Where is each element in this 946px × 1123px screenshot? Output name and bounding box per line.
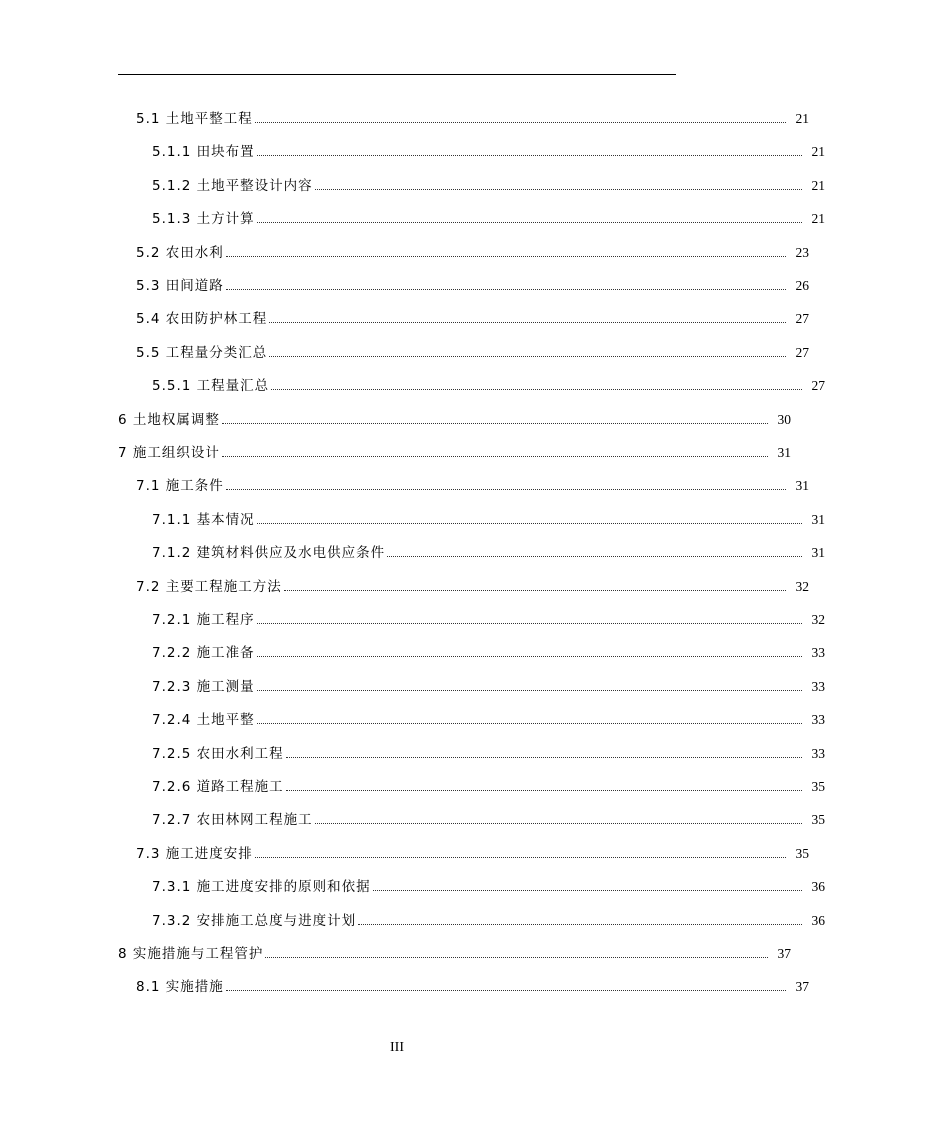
toc-dot-leader: [257, 723, 802, 724]
toc-entry-page: 31: [795, 478, 809, 494]
toc-entry-title: 5.1 土地平整工程: [136, 111, 253, 127]
toc-dot-leader: [284, 590, 786, 591]
toc-entry[interactable]: [0, 438, 912, 462]
toc-entry[interactable]: [0, 605, 946, 629]
toc-entry-page: 21: [811, 144, 825, 160]
toc-entry[interactable]: [0, 471, 930, 495]
toc-entry-page: 21: [811, 211, 825, 227]
toc-entry[interactable]: [0, 505, 946, 529]
toc-entry[interactable]: [0, 405, 912, 429]
toc-entry-title: 5.5.1 工程量汇总: [152, 378, 270, 395]
toc-entry-title: 7.1 施工条件: [136, 478, 224, 495]
toc-entry-page: 35: [795, 845, 809, 861]
toc-entry[interactable]: [0, 137, 946, 161]
toc-dot-leader: [257, 222, 802, 223]
toc-entry[interactable]: [0, 104, 930, 128]
toc-entry-page: 33: [811, 645, 825, 661]
toc-entry-page: 37: [777, 946, 791, 961]
toc-dot-leader: [257, 690, 802, 691]
toc-dot-leader: [226, 289, 786, 290]
toc-dot-leader: [315, 189, 802, 190]
toc-dot-leader: [257, 623, 802, 624]
toc-entry-title: 7.2.5 农田水利工程: [152, 745, 284, 762]
page-number: III: [390, 1040, 404, 1055]
toc-entry-page: 32: [795, 578, 809, 594]
toc-dot-leader: [269, 322, 786, 323]
toc-dot-leader: [286, 790, 802, 791]
toc-entry-title: 7 施工组织设计: [118, 445, 220, 461]
toc-entry-title: 8 实施措施与工程管护: [118, 946, 264, 962]
toc-entry-title: 7.2.2 施工准备: [152, 645, 255, 662]
toc-entry-title: 7.3.1 施工进度安排的原则和依据: [152, 879, 371, 896]
toc-entry-page: 36: [811, 912, 825, 928]
toc-entry[interactable]: [0, 739, 946, 763]
toc-entry-title: 7.3 施工进度安排: [136, 845, 253, 862]
toc-entry[interactable]: [0, 572, 930, 596]
toc-entry-page: 23: [795, 244, 809, 260]
toc-dot-leader: [315, 823, 802, 824]
toc-entry-title: 7.2.3 施工测量: [152, 678, 255, 695]
toc-dot-leader: [257, 523, 802, 524]
toc-entry-title: 6 土地权属调整: [118, 411, 220, 428]
toc-dot-leader: [387, 556, 802, 557]
toc-entry-page: 35: [811, 779, 825, 794]
toc-entry[interactable]: [0, 171, 946, 195]
toc-entry-page: 36: [811, 879, 825, 895]
toc-entry-page: 31: [811, 511, 825, 527]
toc-entry-title: 5.4 农田防护林工程: [136, 311, 268, 328]
toc-dot-leader: [222, 423, 768, 424]
toc-dot-leader: [271, 389, 802, 390]
toc-entry[interactable]: [0, 338, 930, 362]
toc-entry[interactable]: [0, 805, 946, 829]
toc-entry-title: 7.1.2 建筑材料供应及水电供应条件: [152, 545, 386, 562]
toc-entry-page: 26: [795, 278, 809, 293]
toc-entry-title: 5.5 工程量分类汇总: [136, 344, 268, 361]
toc-entry-page: 35: [811, 812, 825, 828]
toc-entry[interactable]: [0, 972, 930, 996]
toc-entry[interactable]: [0, 906, 946, 930]
toc-entry-title: 7.1.1 基本情况: [152, 511, 255, 528]
toc-entry-page: 31: [777, 445, 791, 460]
toc-entry[interactable]: [0, 705, 946, 729]
toc-dot-leader: [255, 857, 786, 858]
toc-entry[interactable]: [0, 772, 946, 796]
toc-entry-page: 33: [811, 745, 825, 761]
toc-entry-page: 37: [795, 979, 809, 995]
toc-dot-leader: [222, 456, 768, 457]
toc-dot-leader: [226, 489, 786, 490]
toc-dot-leader: [286, 757, 802, 758]
toc-entry-title: 7.2.1 施工程序: [152, 612, 255, 628]
toc-dot-leader: [255, 122, 786, 123]
toc-entry[interactable]: [0, 839, 930, 863]
toc-entry[interactable]: [0, 204, 946, 228]
toc-entry[interactable]: [0, 672, 946, 696]
toc-entry-title: 7.3.2 安排施工总度与进度计划: [152, 912, 357, 929]
toc-entry-page: 27: [795, 344, 809, 360]
toc-dot-leader: [257, 155, 802, 156]
toc-entry[interactable]: [0, 638, 946, 662]
toc-entry-title: 5.1.3 土方计算: [152, 211, 255, 228]
toc-entry-title: 7.2 主要工程施工方法: [136, 578, 282, 595]
toc-dot-leader: [257, 656, 802, 657]
toc-dot-leader: [226, 256, 786, 257]
toc-entry[interactable]: [0, 371, 946, 395]
toc-dot-leader: [265, 957, 768, 958]
toc-entry-page: 31: [811, 545, 825, 561]
toc-entry-page: 21: [795, 111, 809, 126]
toc-entry[interactable]: [0, 872, 946, 896]
toc-dot-leader: [358, 924, 802, 925]
toc-entry-page: 27: [795, 311, 809, 327]
toc-entry-page: 30: [777, 411, 791, 427]
header-rule: [118, 74, 676, 75]
toc-entry-title: 7.2.6 道路工程施工: [152, 779, 284, 795]
toc-dot-leader: [373, 890, 802, 891]
toc-entry[interactable]: [0, 939, 912, 963]
toc-entry-title: 5.1.2 土地平整设计内容: [152, 177, 313, 194]
toc-entry-title: 8.1 实施措施: [136, 979, 224, 996]
toc-dot-leader: [269, 356, 786, 357]
toc-entry-title: 5.1.1 田块布置: [152, 144, 255, 161]
toc-entry-page: 27: [811, 378, 825, 394]
toc-entry-title: 5.2 农田水利: [136, 244, 224, 261]
toc-entry[interactable]: [0, 271, 930, 295]
toc-entry-title: 7.2.7 农田林网工程施工: [152, 812, 313, 829]
toc-dot-leader: [226, 990, 786, 991]
toc-entry-title: 7.2.4 土地平整: [152, 712, 255, 729]
toc-entry-page: 33: [811, 678, 825, 694]
toc-entry-title: 5.3 田间道路: [136, 278, 224, 294]
toc-entry[interactable]: [0, 304, 930, 328]
toc-entry[interactable]: [0, 538, 946, 562]
toc-entry-page: 32: [811, 612, 825, 627]
toc-entry[interactable]: [0, 238, 930, 262]
toc-entry-page: 21: [811, 177, 825, 193]
toc-entry-page: 33: [811, 712, 825, 728]
